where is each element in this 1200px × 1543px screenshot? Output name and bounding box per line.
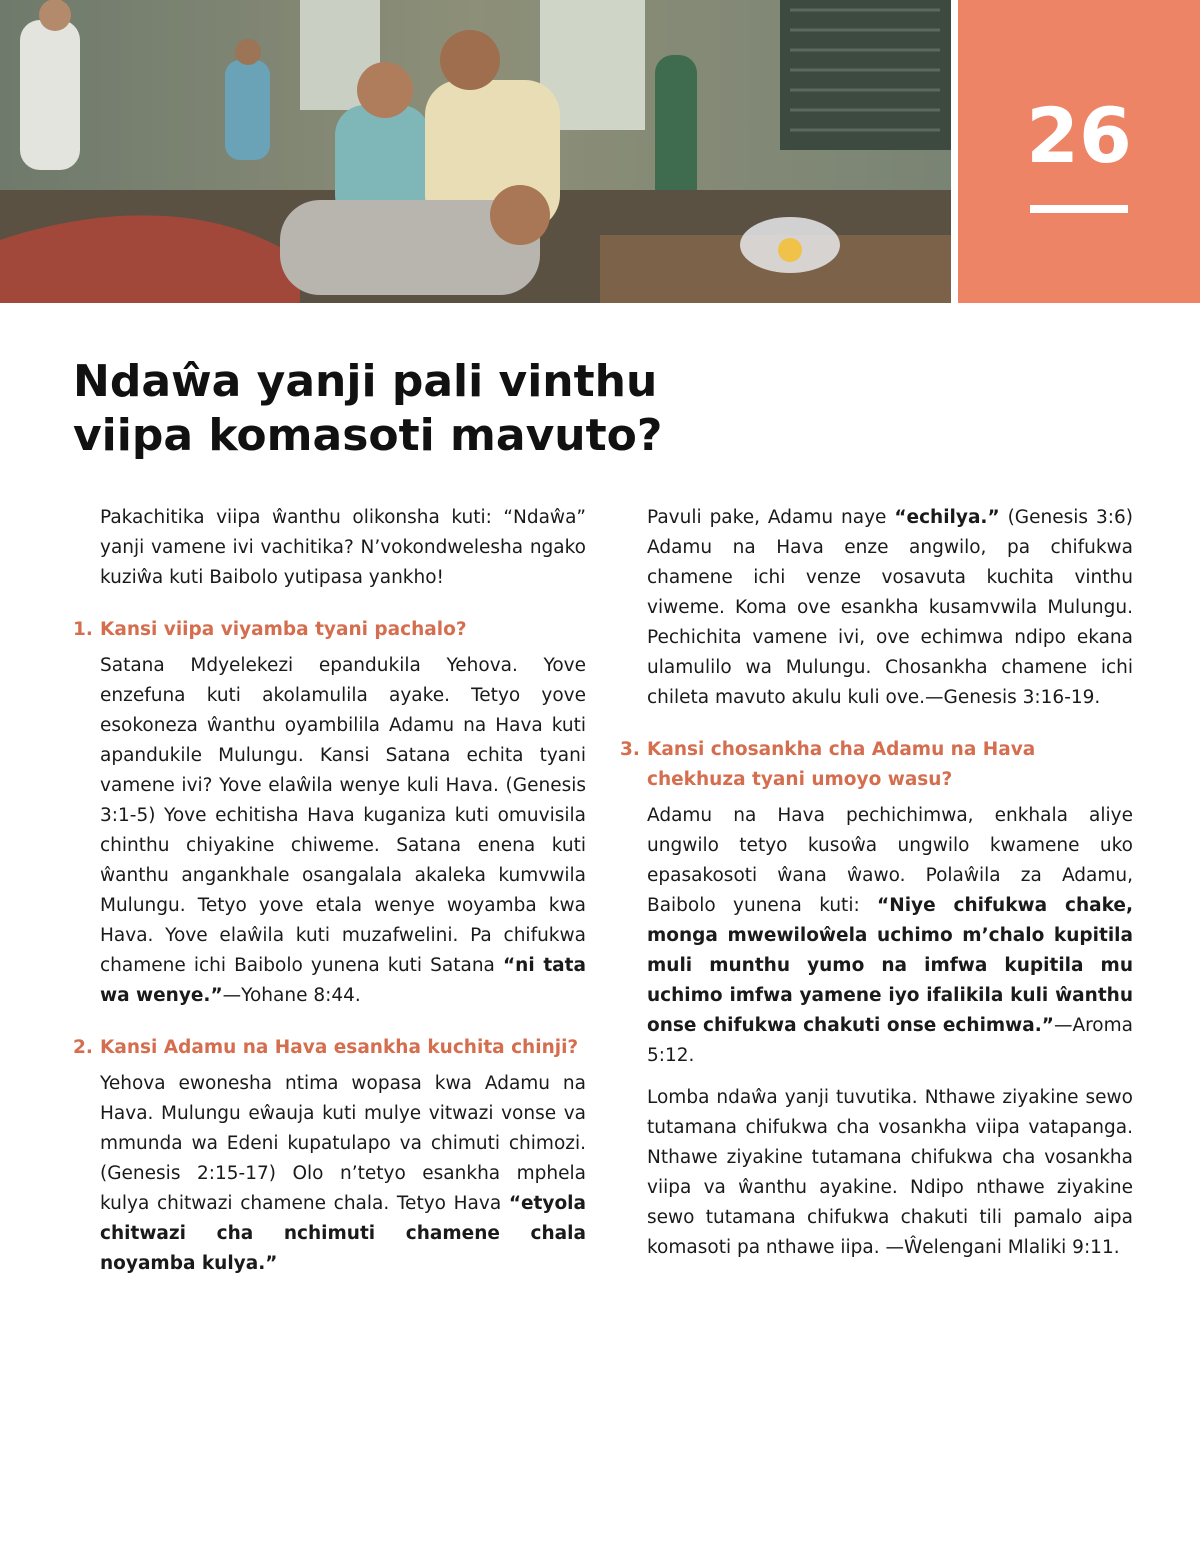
title-line-1: Ndaŵa yanji pali vinthu <box>73 356 658 407</box>
answer-2-paragraph-continued <box>647 503 1133 713</box>
question-3-text: Kansi chosankha cha Adamu na Hava chekhuza tyani umoyo wasu? <box>647 739 1036 790</box>
question-2-number: 2. <box>73 1037 93 1058</box>
question-2-heading <box>73 1033 586 1063</box>
page-title <box>73 355 873 463</box>
answer-1-paragraph <box>100 651 586 1011</box>
left-column <box>73 503 586 1291</box>
answer-1-text: Satana Mdyelekezi epandukila Yehova. Yove enzefuna kuti akolamulila ayake. Tetyo yove esokoneza ŵanthu oyambilila Adamu na Hava kuti apandukile Mulungu. Kansi Satana echita tyani vamene ivi? Yove elaŵila wenye kuli Hava. (Genesis 3:1-5) Yove echitisha Hava kuganiza kuti omuvisila chinthu chiyakine chiweme. Satana enena kuti ŵanthu angankhale osangalala akaleka kumvwila Mulungu. Tetyo yove etala wenye woyamba kwa Hava. Yove elaŵila kuti muzafwelini. Pa chifukwa chamene ichi Baibolo yunena kuti Satana <box>100 655 586 976</box>
question-1-text: Kansi viipa viyamba tyani pachalo? <box>100 619 467 640</box>
answer-3-citation: —Aroma 5:12. <box>647 1015 1133 1066</box>
lesson-number: 26 <box>1026 91 1132 180</box>
answer-3-text: Adamu na Hava pechichimwa, enkhala aliye ungwilo tetyo kusoŵa ungwilo kwamene uko epasakosoti ŵana ŵawo. Polaŵila za Adamu, Baibolo yunena kuti: <box>647 805 1133 916</box>
question-3-heading <box>620 735 1133 795</box>
answer-3-paragraph <box>647 801 1133 1071</box>
intro-paragraph: Pakachitika viipa ŵanthu olikonsha kuti: “Ndaŵa” yanji vamene ivi vachitika? N’vokondwelesha ngako kuziŵa kuti Baibolo yutipasa yankho! <box>100 507 586 588</box>
answer-2-quote-1: “etyola chitwazi cha nchimuti chamene chala noyamba kulya.” <box>100 1193 586 1274</box>
lesson-number-underline <box>1030 205 1128 213</box>
answer-3-paragraph-2: Lomba ndaŵa yanji tuvutika. Nthawe ziyakine sewo tutamana chifukwa cha vosankha viipa vatapanga. Nthawe ziyakine tutamana chifukwa cha vosankha viipa va ŵanthu ayakine. Ndipo nthawe ziyakine sewo tutamana chifukwa chakuti tili pamalo aipa komasoti pa nthawe iipa. —Ŵelengani Mlaliki 9:11. <box>647 1087 1133 1258</box>
question-1-number: 1. <box>73 619 93 640</box>
answer-2-mid: Pavuli pake, Adamu naye <box>647 507 887 528</box>
hospital-scene-illustration <box>0 0 951 303</box>
answer-1-citation: —Yohane 8:44. <box>222 985 361 1006</box>
answer-3-quote: “Niye chifukwa chake, monga mwewiloŵela uchimo m’chalo kupitila muli munthu yumo na imfwa kupitila mu uchimo imfwa yamene iyo ifalikila kuli ŵanthu onse chifukwa chakuti onse echimwa.” <box>647 895 1133 1036</box>
answer-2-quote-2: “echilya.” <box>894 507 1000 528</box>
answer-2-rest: (Genesis 3:6) Adamu na Hava enze angwilo, pa chifukwa chamene ichi venze vosavuta kuchita vinthu viweme. Koma ove esankha kusamvwila Mulungu. Pechichita vamene ivi, ove echimwa ndipo ekana ulamulilo wa Mulungu. Chosankha chamene ichi chileta mavuto akulu kuli ove.—Genesis 3:16-19. <box>647 507 1133 708</box>
right-column <box>620 503 1133 1275</box>
answer-1-quote: “ni tata wa wenye.” <box>100 955 586 1006</box>
question-3-number: 3. <box>620 739 640 760</box>
title-line-2: viipa komasoti mavuto? <box>73 410 663 461</box>
hospital-photo <box>0 0 951 303</box>
question-1-heading <box>73 615 586 645</box>
answer-2-paragraph-start <box>100 1069 586 1279</box>
answer-2-text: Yehova ewonesha ntima wopasa kwa Adamu na Hava. Mulungu eŵauja kuti mulye vitwazi vonse va mmunda wa Edeni kupatulapo va chimuti chimozi. (Genesis 2:15-17) Olo n’tetyo esankha mphela kulya chitwazi chamene chala. Tetyo Hava <box>100 1073 586 1214</box>
lesson-number-box <box>958 0 1200 303</box>
question-2-text: Kansi Adamu na Hava esankha kuchita chinji? <box>100 1037 579 1058</box>
